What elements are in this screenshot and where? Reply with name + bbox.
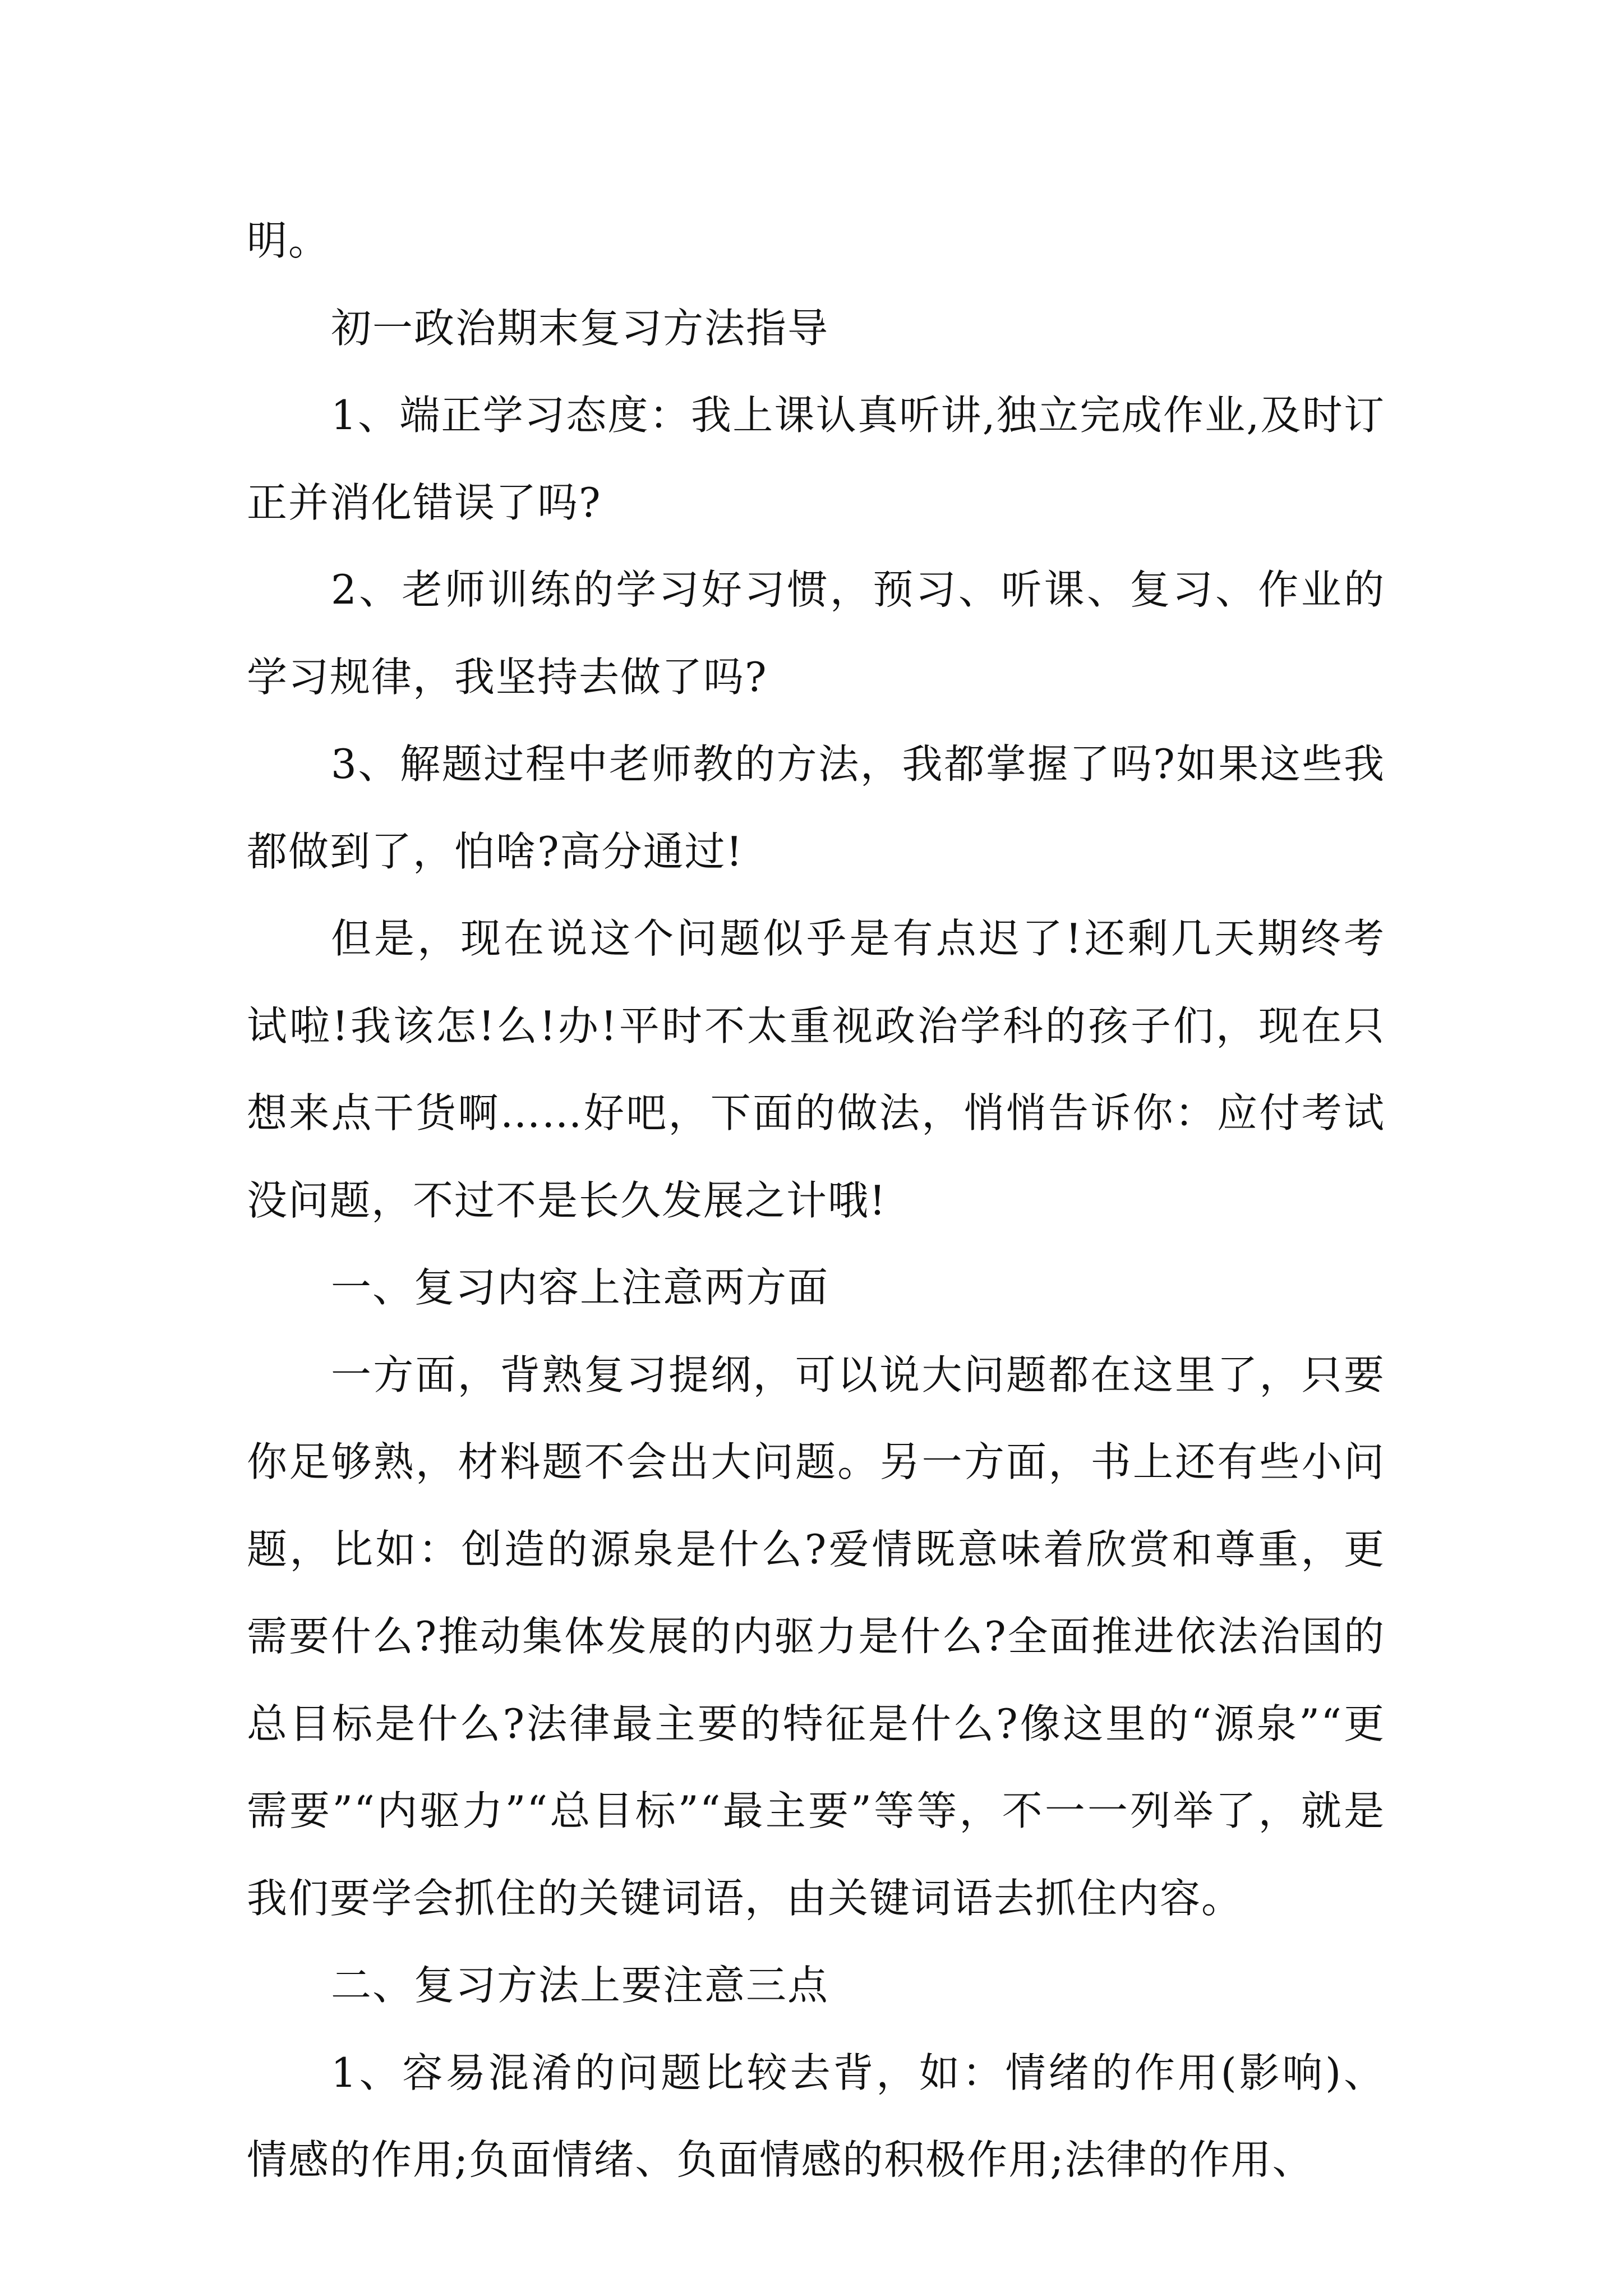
document-body: [247, 197, 1385, 2204]
paragraph-point-2: 2、老师训练的学习好习惯，预习、听课、复习、作业的学习规律，我坚持去做了吗?: [247, 566, 1385, 701]
paragraph-point-3: 3、解题过程中老师教的方法，我都掌握了吗?如果这些我都做到了，怕啥?高分通过!: [247, 740, 1385, 875]
paragraph-point-1: 1、端正学习态度：我上课认真听讲,独立完成作业,及时订正并消化错误了吗?: [247, 392, 1385, 526]
section-heading-review-methods: 初一政治期末复习方法指导: [331, 304, 829, 352]
paragraph-however: 但是，现在说这个问题似乎是有点迟了!还剩几天期终考试啦!我该怎!么!办!平时不太重视政治学科的孩子们，现在只想来点干货啊……好吧，下面的做法，悄悄告诉你：应付考试没问题，不过不是长久发展之计哦!: [247, 915, 1385, 1224]
paragraph-content-details: 一方面，背熟复习提纲，可以说大问题都在这里了，只要你足够熟，材料题不会出大问题。另一方面，书上还有些小问题，比如：创造的源泉是什么?爱情既意味着欣赏和尊重，更需要什么?推动集体发展的内驱力是什么?全面推进依法治国的总目标是什么?法律最主要的特征是什么?像这里的“源泉”“更需要”“内驱力”“总目标”“最主要”等等，不一一列举了，就是我们要学会抓住的关键词语，由关键词语去抓住内容。: [247, 1351, 1385, 1922]
section-heading-content: 一、复习内容上注意两方面: [331, 1264, 829, 1311]
paragraph-continuation: 明。: [247, 217, 330, 264]
section-heading-method: 二、复习方法上要注意三点: [331, 1962, 829, 2009]
paragraph-method-point-1: 1、容易混淆的问题比较去背，如：情绪的作用(影响)、情感的作用;负面情绪、负面情感的积极作用;法律的作用、: [247, 2049, 1385, 2183]
